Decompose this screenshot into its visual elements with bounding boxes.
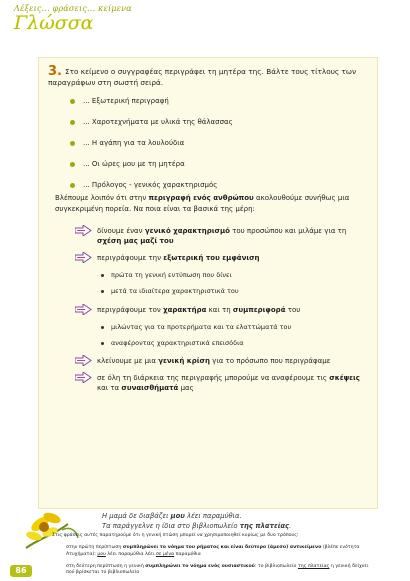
bullet-icon [70,183,75,188]
book-header [14,4,132,33]
step-row: κλείνουμε με μια γενική κρίση για το πρόσωπο που περιγράφαμε [75,356,360,366]
list-item [70,117,233,138]
bullet-icon [70,99,75,104]
step-row: περιγράφουμε την εξωτερική του εμφάνιση [75,253,360,263]
case-first: στην πρώτη περίπτωση συμπληρώνει το νόημα του ρήματος και είναι δεύτερο (άμεσο) αντικείμενο (βλέπε ενότητα Ατυχήματα): μου λέει παραμύθια λέει σε μένα παραμύθια [66,545,360,557]
page-number: 86 [10,565,32,577]
header-title: Γλώσσα [14,12,94,34]
arrow-icon [75,355,92,366]
case-second: στη δεύτερη περίπτωση η γενική συμπληρώνει το νόημα ενός ουσιαστικού: το βιβλιοπωλείο της πλατείας η γενική δείχνει πού βρίσκεται το βιβλιοπωλείο [66,564,369,576]
step-row: δίνουμε έναν γενικό χαρακτηρισμό του προσώπου και μιλάμε για τη σχέση μας μαζί του [75,226,360,246]
bullet-icon [101,326,104,329]
substep: μετά τα ιδιαίτερα χαρακτηριστικά του [101,286,239,296]
bullet-icon [101,274,104,277]
explanation-intro: Στις φράσεις αυτές παρατηρούμε ότι η γενική πτώση μπορεί να χρησιμοποιηθεί κυρίως με δυο τρόπους: [52,533,299,538]
list-item-text: ... Εξωτερική περιγραφή [83,97,169,105]
bullet-icon [101,342,104,345]
arrow-icon [75,225,92,236]
bullet-icon [70,162,75,167]
list-item [70,96,233,117]
step-row: σε όλη τη διάρκεια της περιγραφής μπορούμε να αναφέρουμε τις σκέψεις και τα συναισθήματά μας [75,373,360,393]
paragraph-titles-list [70,96,233,201]
intro-paragraph: Βλέπουμε λοιπόν ότι στην περιγραφή ενός ανθρώπου ακολουθούμε συνήθως μια συγκεκριμένη πορεία. Να ποια είναι τα βασικά της μέρη: [55,194,350,213]
arrow-icon [75,252,92,263]
arrow-icon [75,372,92,383]
bullet-icon [101,290,104,293]
example-line: Τα παράγγελνε η ίδια στο βιβλιοπωλείο της πλατείας. [102,522,292,530]
list-item-text: ... Η αγάπη για τα λουλούδια [83,139,185,147]
exercise-number: 3. [48,64,62,79]
substep: πρώτα τη γενική εντύπωση που δίνει [101,270,232,280]
list-item-text: ... Χαροτεχνήματα με υλικά της θάλασσας [83,118,233,126]
header-subtitle: Λέξεις... φράσεις... κείμενα [14,4,132,13]
example-line: Η μαμά δε διαβάζει μου λέει παραμύθια. [102,512,242,520]
instruction-text: Στο κείμενο ο συγγραφέας περιγράφει τη μητέρα της. Βάλτε τους τίτλους των παραγράφων στη σωστή σειρά. [48,67,357,87]
arrow-icon [75,304,92,315]
list-item [70,138,233,159]
list-item [70,159,233,180]
example-sentences [102,511,362,531]
exercise-instruction [48,66,370,88]
step-row: περιγράφουμε τον χαρακτήρα και τη συμπεριφορά του [75,305,360,315]
explanation [52,533,377,577]
list-item-text: ... Πρόλογος - γενικός χαρακτηρισμός [83,181,218,189]
substep: αναφέροντας χαρακτηριστικά επεισόδια [101,338,244,348]
substep: μιλώντας για τα προτερήματα και τα ελαττώματά του [101,322,291,332]
list-item-text: ... Οι ώρες μου με τη μητέρα [83,160,185,168]
bullet-icon [70,141,75,146]
bullet-icon [70,120,75,125]
